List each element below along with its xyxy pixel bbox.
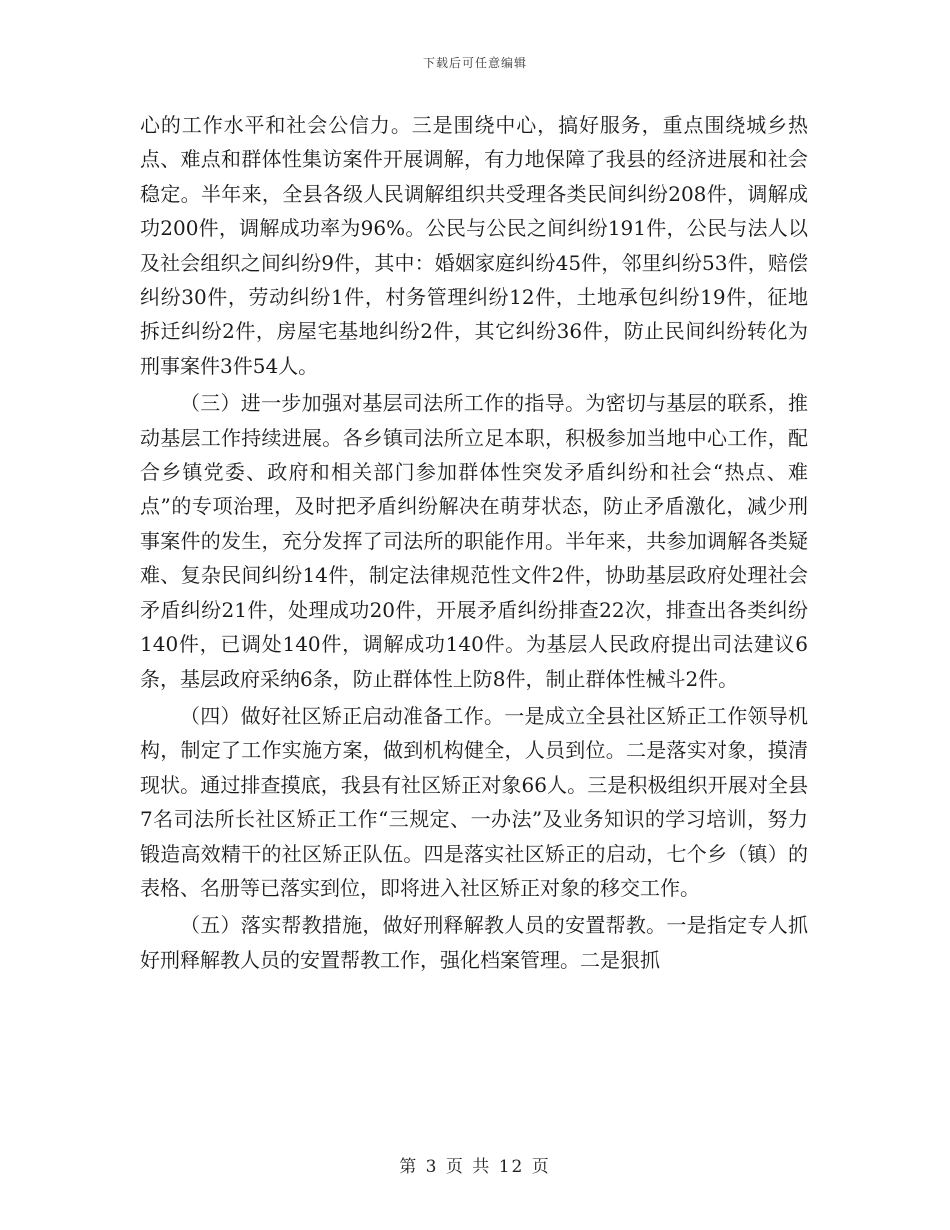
paragraph-section-5: （五）落实帮教措施，做好刑释解教人员的安置帮教。一是指定专人抓好刑释解教人员的安置帮教工作，强化档案管理。二是狠抓 [140, 913, 808, 972]
paragraph-continued: 心的工作水平和社会公信力。三是围绕中心，搞好服务，重点围绕城乡热点、难点和群体性集访案件开展调解，有力地保障了我县的经济进展和社会稳定。半年来，全县各级人民调解组织共受理各类民间纠纷208件，调解成功200件，调解成功率为96%。公民与公民之间纠纷191件，公民与法人以及社会组织之间纠纷9件，其中：婚姻家庭纠纷45件，邻里纠纷53件，赔偿纠纷30件，劳动纠纷1件，村务管理纠纷12件，土地承包纠纷19件，征地拆迁纠纷2件，房屋宅基地纠纷2件，其它纠纷36件，防止民间纠纷转化为刑事案件3件54人。 [140, 113, 808, 378]
paragraph-section-4: （四）做好社区矫正启动准备工作。一是成立全县社区矫正工作领导机构，制定了工作实施方案，做到机构健全，人员到位。二是落实对象，摸清现状。通过排查摸底，我县有社区矫正对象66人。三是积极组织开展对全县7名司法所长社区矫正工作“三规定、一办法”及业务知识的学习培训，努力锻造高效精干的社区矫正队伍。四是落实社区矫正的启动，七个乡（镇）的表格、名册等已落实到位，即将进入社区矫正对象的移交工作。 [140, 703, 808, 900]
page-number-footer: 第 3 页 共 12 页 [399, 1157, 551, 1177]
page-header-note: 下载后可任意编辑 [422, 56, 527, 70]
document-body [140, 108, 808, 977]
paragraph-section-3: （三）进一步加强对基层司法所工作的指导。为密切与基层的联系，推动基层工作持续进展。各乡镇司法所立足本职，积极参加当地中心工作，配合乡镇党委、政府和相关部门参加群体性突发矛盾纠纷和社会“热点、难点”的专项治理，及时把矛盾纠纷解决在萌芽状态，防止矛盾激化，减少刑事案件的发生，充分发挥了司法所的职能作用。半年来，共参加调解各类疑难、复杂民间纠纷14件，制定法律规范性文件2件，协助基层政府处理社会矛盾纠纷21件，处理成功20件，开展矛盾纠纷排查22次，排查出各类纠纷140件，已调处140件，调解成功140件。为基层人民政府提出司法建议6条，基层政府采纳6条，防止群体性上防8件，制止群体性械斗2件。 [140, 391, 808, 691]
